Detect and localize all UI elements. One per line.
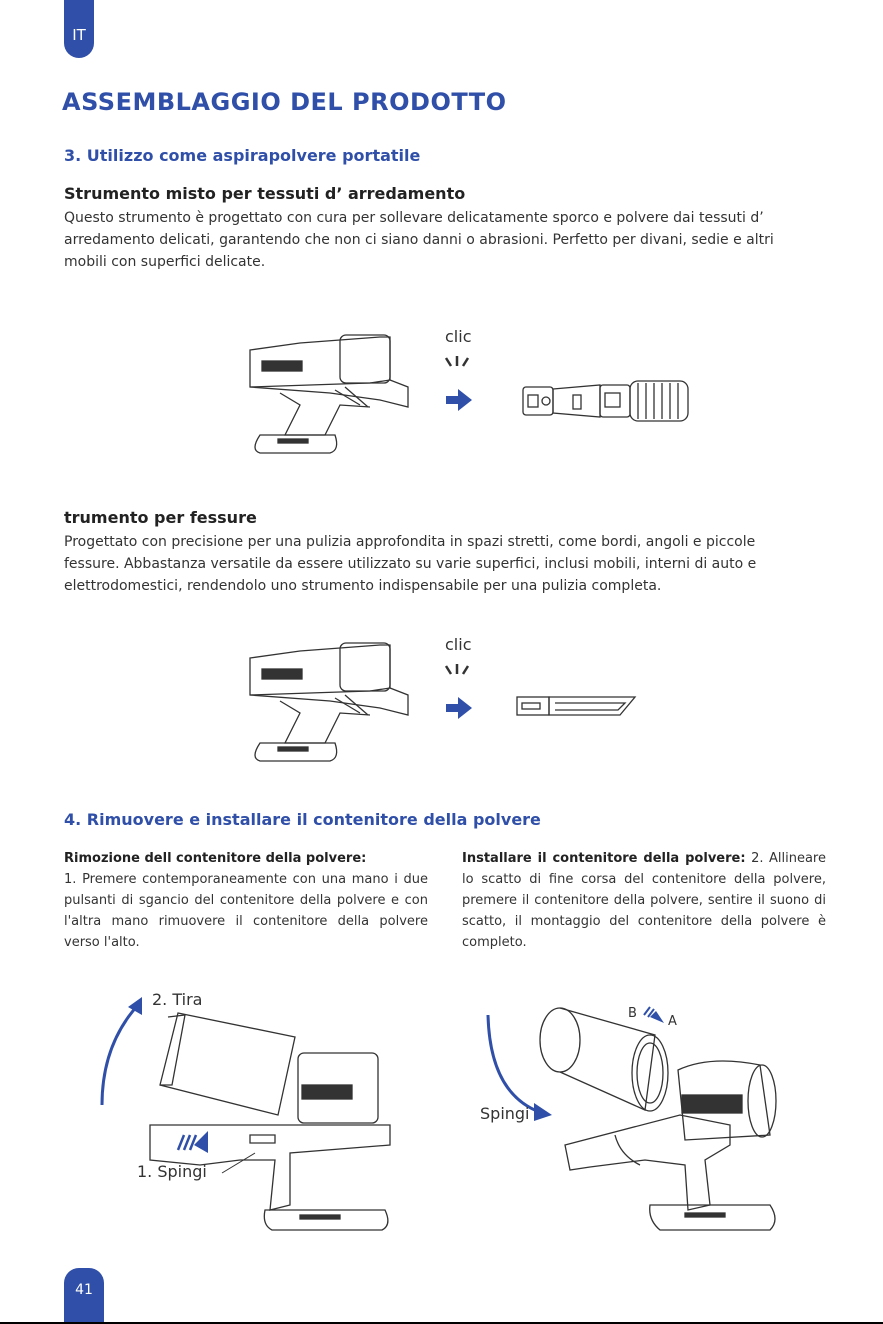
page-number: 41	[75, 1282, 93, 1298]
click-label-1: clic	[445, 327, 472, 346]
crevice-tool-figure	[240, 633, 700, 773]
page-number-tab	[64, 1268, 104, 1324]
dust-bin-illustration	[540, 1008, 668, 1111]
language-tab	[64, 0, 94, 58]
arrow-right-icon-2	[446, 697, 472, 719]
remove-text: 1. Premere contemporaneamente con una mano i due pulsanti di sgancio del contenitore della polvere e con l'altra mano rimuovere il contenitore della polvere verso l'alto.	[64, 872, 428, 950]
language-tab-label: IT	[72, 26, 86, 44]
push-label: 1. Spingi	[137, 1162, 207, 1181]
vacuum-with-bin-illustration	[150, 1013, 390, 1230]
remove-dust-container-figure	[90, 985, 410, 1235]
install-text: 2. Allineare lo scatto di fine corsa del contenitore della polvere, premere il contenitore della polvere, sentire il suono di scatto, il montaggio del contenitore della polvere è completo.	[462, 851, 826, 950]
push-arrow-icon	[194, 1131, 208, 1153]
install-title: Installare il contenitore della polvere:	[462, 851, 746, 866]
push-arrow-head-icon	[534, 1103, 552, 1121]
install-push-label: Spingi	[480, 1104, 530, 1123]
vacuum-body-illustration	[250, 335, 408, 453]
upholstery-tool-illustration	[523, 381, 688, 421]
label-a: A	[668, 1014, 677, 1029]
tool2-text: Progettato con precisione per una pulizia approfondita in spazi stretti, come bordi, angoli e piccole fessure. Abbastanza versatile da essere utilizzato su varie superfici, inclusi mobili, interni di auto e elettrodomestici, rendendolo uno strumento indispensabile per una pulizia completa.	[64, 534, 757, 594]
tool2-title: trumento per fessure	[64, 508, 257, 527]
section-4-heading: 4. Rimuovere e installare il contenitore della polvere	[64, 810, 541, 829]
remove-instructions	[64, 848, 428, 953]
crevice-tool-illustration	[517, 697, 635, 715]
pull-curve-arrow	[102, 1005, 138, 1105]
click-marks-icon-2	[446, 664, 468, 674]
click-marks-icon	[446, 356, 468, 366]
label-b: B	[628, 1006, 637, 1021]
upholstery-tool-figure	[240, 325, 700, 465]
vacuum-body-illustration-2	[250, 643, 408, 761]
click-label-2: clic	[445, 635, 472, 654]
pull-label: 2. Tira	[152, 990, 203, 1009]
section-3-heading: 3. Utilizzo come aspirapolvere portatile	[64, 146, 421, 165]
install-dust-container-figure	[470, 995, 800, 1245]
vacuum-body-illustration-3	[565, 1061, 776, 1230]
push-marks-icon	[178, 1135, 196, 1150]
tool1-text: Questo strumento è progettato con cura per sollevare delicatamente sporco e polvere dai tessuti d’ arredamento delicati, garantendo che non ci siano danni o abrasioni. Perfetto per divani, sedie e altri mobili con superfici delicate.	[64, 210, 774, 270]
page-title: ASSEMBLAGGIO DEL PRODOTTO	[62, 88, 507, 116]
remove-title: Rimozione dell contenitore della polvere:	[64, 851, 367, 866]
arrow-right-icon	[446, 389, 472, 411]
tool1-title: Strumento misto per tessuti d’ arredamento	[64, 184, 466, 203]
push-curve-arrow	[488, 1015, 542, 1113]
push-leader-line	[222, 1153, 255, 1173]
install-instructions	[462, 848, 826, 953]
